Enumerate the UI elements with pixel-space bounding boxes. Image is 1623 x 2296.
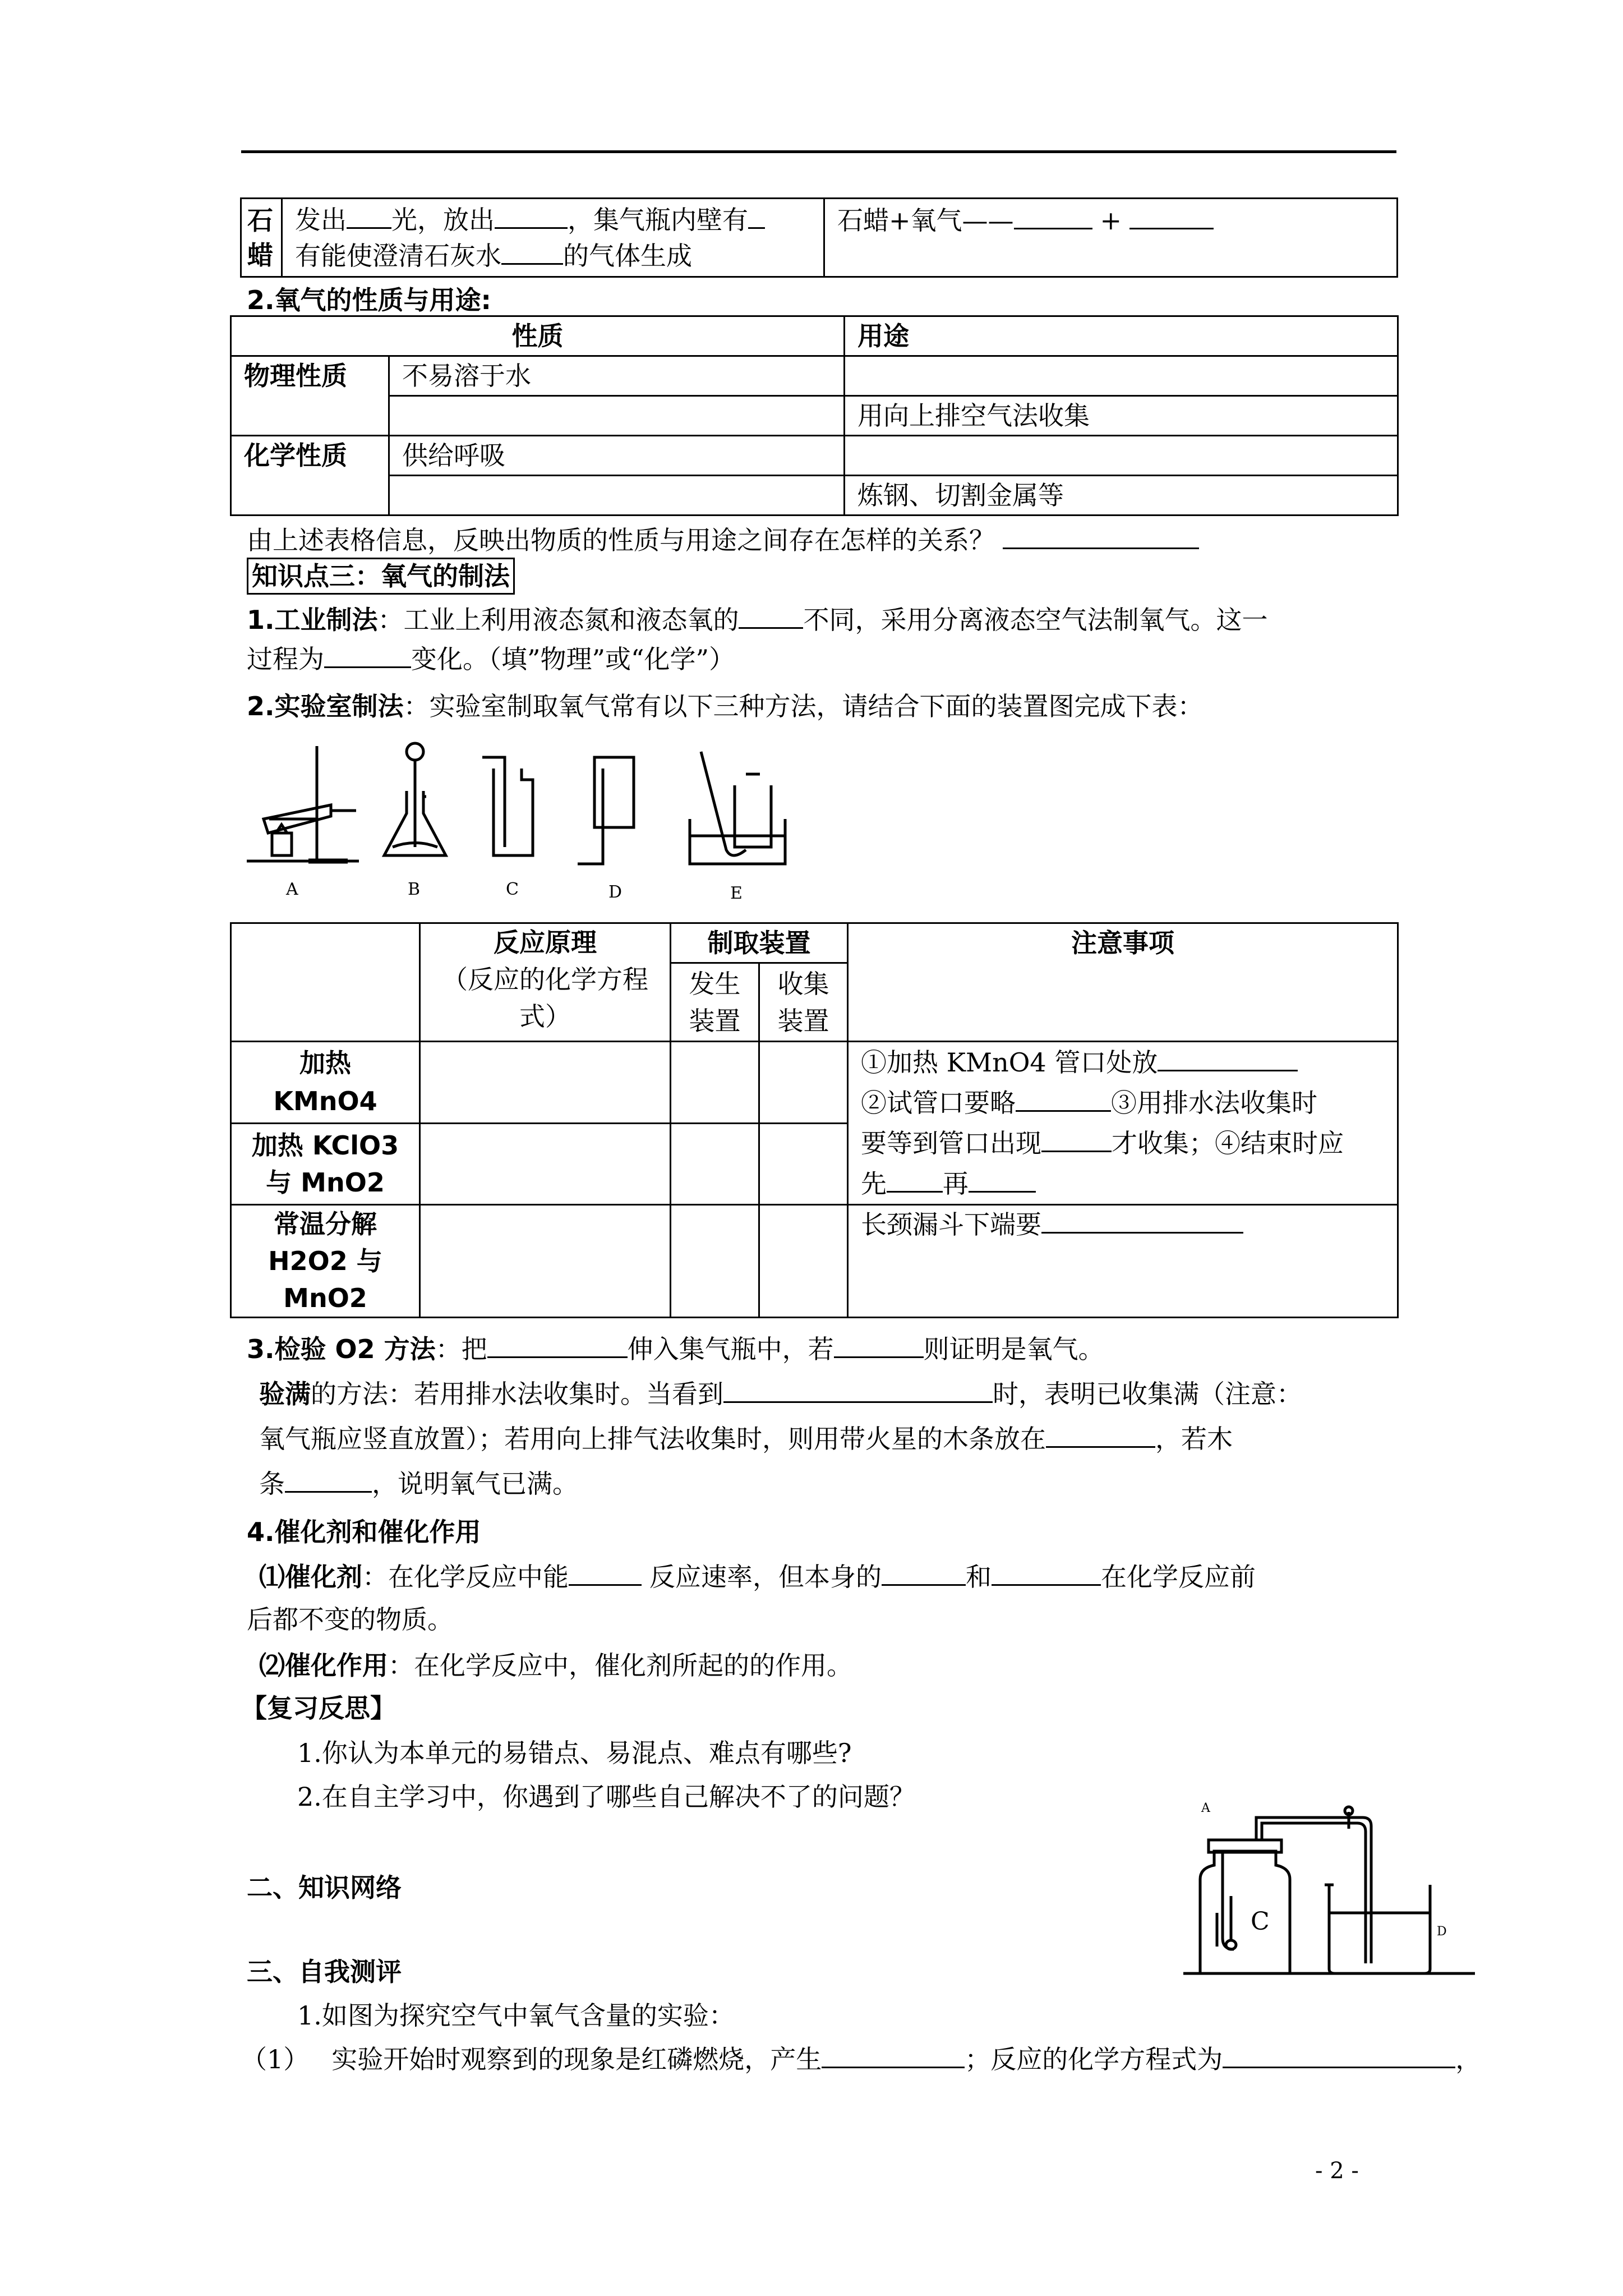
- catalyst-text-a: ：在化学反应中能: [362, 1562, 569, 1592]
- equation-text-a: 石蜡+氧气——: [837, 205, 1014, 236]
- industrial-text-a: ：工业上利用液态氮和液态氧的: [377, 605, 739, 635]
- blank[interactable]: [1041, 1209, 1243, 1234]
- catalyst-label: ⑴催化剂: [259, 1562, 362, 1592]
- row3-label-b: H2O2 与 MnO2: [268, 1246, 382, 1313]
- phen-text-2a: 有能使澄清石灰水: [295, 240, 501, 271]
- row-kmno4-collect[interactable]: [759, 1042, 848, 1124]
- catalyst-text-d: 在化学反应前: [1101, 1562, 1256, 1592]
- chemical-row1-use[interactable]: [845, 436, 1398, 476]
- full-text-d: ，若木: [1155, 1424, 1233, 1454]
- review-title: 【复习反思】: [241, 1693, 396, 1723]
- blank[interactable]: [1014, 205, 1092, 229]
- catalyst-text-c: 和: [966, 1562, 992, 1592]
- blank[interactable]: [1158, 1047, 1298, 1071]
- device-header: 制取装置: [671, 923, 848, 963]
- row2-label-a: 加热 KClO3: [251, 1130, 399, 1161]
- row-h2o2-label: [231, 1205, 420, 1318]
- page-number: - 2 -: [1315, 2158, 1359, 2184]
- test-label: 3.检验 O2 方法: [247, 1334, 436, 1364]
- blank[interactable]: [1129, 205, 1214, 229]
- row-kmno4-label: [231, 1042, 420, 1124]
- row-h2o2-collect[interactable]: [759, 1205, 848, 1318]
- lab-text: ：实验室制取氧气常有以下三种方法，请结合下面的装置图完成下表：: [403, 691, 1204, 721]
- industrial-label: 1.工业制法: [247, 605, 378, 635]
- blank[interactable]: [992, 1562, 1101, 1586]
- prep-principle-header: [420, 923, 671, 1042]
- notes-1: ①加热 KMnO4 管口处放: [861, 1047, 1158, 1078]
- blank[interactable]: [1016, 1088, 1111, 1112]
- prep-corner: [231, 923, 420, 1042]
- figure-label-d: D: [1437, 1925, 1447, 1939]
- blank[interactable]: [887, 1168, 943, 1193]
- physical-row2[interactable]: [389, 396, 845, 436]
- blank[interactable]: [834, 1334, 924, 1358]
- apparatus-label-b: B: [408, 880, 421, 899]
- paraffin-equation: [824, 199, 1398, 277]
- gen-header-text: 发生装置: [689, 968, 741, 1036]
- paraffin-phenomenon: [282, 199, 824, 277]
- sub1-text-a: 实验开始时观察到的现象是红磷燃烧，产生: [331, 2044, 822, 2074]
- blank[interactable]: [723, 1379, 993, 1403]
- blank[interactable]: [324, 644, 411, 668]
- selftest-q1: 1.如图为探究空气中氧气含量的实验：: [297, 2000, 735, 2031]
- apparatus-label-a: A: [286, 880, 298, 899]
- catalysis-label: ⑵催化作用: [259, 1650, 388, 1681]
- blank[interactable]: [969, 1168, 1036, 1193]
- blank[interactable]: [285, 1469, 372, 1493]
- industrial-text-c: 过程为: [247, 644, 324, 674]
- header-rule: [241, 150, 1396, 153]
- notes-funnel: [848, 1205, 1398, 1318]
- test-text-a: ：把: [435, 1334, 487, 1364]
- paraffin-table: [240, 197, 1398, 278]
- physical-label: 物理性质: [231, 356, 389, 436]
- selftest-title: 三、自我测评: [247, 1957, 402, 1987]
- row-kclo3-collect[interactable]: [759, 1123, 848, 1205]
- apparatus-label-e: E: [730, 884, 743, 903]
- blank[interactable]: [501, 241, 563, 265]
- section2-title: 2.氧气的性质与用途:: [247, 285, 491, 315]
- notes-5: 长颈漏斗下端要: [861, 1209, 1041, 1240]
- phen-text-2b: 的气体生成: [563, 240, 692, 271]
- notes-4b: 再: [943, 1168, 969, 1199]
- industrial-text-d: 变化。（填”物理”或“化学”）: [411, 644, 735, 674]
- properties-table: [230, 315, 1399, 516]
- blank[interactable]: [495, 205, 568, 229]
- notes-2b: ③用排水法收集时: [1111, 1088, 1317, 1118]
- row-kclo3-principle[interactable]: [420, 1123, 671, 1205]
- apparatus-figure: [241, 735, 858, 903]
- apparatus-label-d: D: [608, 882, 623, 902]
- collect-header: [759, 963, 848, 1042]
- row2-label-b: 与 MnO2: [266, 1167, 385, 1198]
- row-kmno4-gen[interactable]: [671, 1042, 759, 1124]
- blank[interactable]: [347, 205, 391, 229]
- blank[interactable]: [822, 2044, 965, 2068]
- row-h2o2-principle[interactable]: [420, 1205, 671, 1318]
- chemical-row2-use: 炼钢、切割金属等: [845, 476, 1398, 516]
- relation-question-text: 由上述表格信息，反映出物质的性质与用途之间存在怎样的关系？: [247, 525, 995, 555]
- lab-line: [247, 687, 1203, 726]
- review-q1: 1.你认为本单元的易错点、易混点、难点有哪些?: [297, 1738, 852, 1768]
- blank[interactable]: [739, 605, 803, 629]
- notes-header: 注意事项: [848, 923, 1398, 1042]
- apparatus-b: [384, 743, 446, 855]
- catalyst-line1: [259, 1557, 1256, 1596]
- notes-4a: 先: [861, 1168, 887, 1199]
- notes-3a: 要等到管口出现: [861, 1128, 1041, 1158]
- phen-text-1a: 发出: [295, 204, 347, 235]
- row1-label-text: 加热 KMnO4: [273, 1048, 377, 1117]
- catalysis-line: [259, 1646, 852, 1685]
- blank[interactable]: [487, 1334, 628, 1358]
- phen-text-1b: 光，放出: [391, 204, 495, 235]
- blank[interactable]: [569, 1562, 642, 1586]
- catalyst-text-b: 反应速率，但本身的: [649, 1562, 882, 1592]
- sub1-number: （1）: [241, 2044, 310, 2074]
- apparatus-a: [247, 746, 359, 861]
- selftest-sub1: [241, 2040, 1481, 2079]
- kp3-title: 知识点三：氧气的制法: [247, 558, 515, 595]
- blank[interactable]: [1223, 2044, 1455, 2068]
- apparatus-label-c: C: [506, 880, 519, 899]
- preparation-table: [230, 922, 1399, 1318]
- review-q2: 2.在自主学习中，你遇到了哪些自己解决不了的问题？: [297, 1782, 915, 1812]
- full-line2: [259, 1419, 1233, 1458]
- full-label: 验满: [259, 1379, 311, 1409]
- chemical-row2[interactable]: [389, 476, 845, 516]
- collect-header-text: 收集装置: [777, 968, 829, 1036]
- blank[interactable]: [1041, 1128, 1112, 1152]
- test-line1: [247, 1329, 1104, 1369]
- apparatus-e: [690, 752, 785, 864]
- blank[interactable]: [1003, 525, 1199, 549]
- chemical-label: 化学性质: [231, 436, 389, 516]
- gen-header: [671, 963, 759, 1042]
- notes-2a: ②试管口要略: [861, 1088, 1016, 1118]
- row-kclo3-gen[interactable]: [671, 1123, 759, 1205]
- test-text-c: 则证明是氧气。: [923, 1334, 1104, 1364]
- full-text-e: 条: [259, 1469, 285, 1499]
- equation-text-b: +: [1100, 205, 1122, 236]
- apparatus-c: [482, 757, 533, 855]
- full-text-b: 时，表明已收集满（注意：: [993, 1379, 1302, 1409]
- row-h2o2-gen[interactable]: [671, 1205, 759, 1318]
- apparatus-d: [578, 757, 634, 864]
- industrial-line2: [247, 639, 735, 679]
- row-kclo3-label: [231, 1123, 420, 1205]
- row-kmno4-principle[interactable]: [420, 1042, 671, 1124]
- paraffin-label-text: 石蜡: [247, 205, 273, 270]
- catalyst-line2: 后都不变的物质。: [247, 1604, 453, 1635]
- test-text-b: 伸入集气瓶中，若: [627, 1334, 834, 1364]
- figure-label-a: A: [1201, 1801, 1210, 1815]
- notes-3b: 才收集；④结束时应: [1112, 1128, 1344, 1158]
- sub1-text-c: ，: [1455, 2044, 1482, 2074]
- phen-text-1c: ，集气瓶内壁有: [568, 204, 748, 235]
- blank[interactable]: [748, 205, 765, 229]
- full-text-f: ，说明氧气已满。: [372, 1469, 578, 1499]
- paraffin-label: [241, 199, 282, 277]
- catalyst-title: 4.催化剂和催化作用: [247, 1517, 481, 1547]
- network-title: 二、知识网络: [247, 1872, 402, 1903]
- row3-label-a: 常温分解: [274, 1209, 377, 1239]
- catalysis-text: ：在化学反应中，催化剂所起的的作用。: [388, 1650, 852, 1681]
- full-line3: [259, 1464, 578, 1503]
- industrial-line1: [247, 600, 1267, 639]
- figure-label-c: C: [1251, 1907, 1270, 1936]
- blank[interactable]: [882, 1562, 966, 1586]
- physical-row2-use: 用向上排空气法收集: [845, 396, 1398, 436]
- oxygen-experiment-figure: [1178, 1795, 1481, 1980]
- col-use-header: 用途: [845, 316, 1398, 356]
- full-text-a: 的方法：若用排水法收集时。当看到: [311, 1379, 723, 1409]
- physical-row1-use[interactable]: [845, 356, 1398, 396]
- principle-title: 反应原理: [494, 927, 597, 958]
- principle-subtitle: （反应的化学方程式）: [442, 964, 648, 1032]
- full-line1: [259, 1374, 1302, 1414]
- chemical-row1: 供给呼吸: [389, 436, 845, 476]
- notes-heating: [848, 1042, 1398, 1205]
- relation-question: [247, 521, 1199, 560]
- physical-row1: 不易溶于水: [389, 356, 845, 396]
- blank[interactable]: [1046, 1424, 1155, 1448]
- sub1-text-b: ；反应的化学方程式为: [965, 2044, 1223, 2074]
- col-property-header: 性质: [231, 316, 845, 356]
- industrial-text-b: 不同，采用分离液态空气法制氧气。这一: [803, 605, 1268, 635]
- full-text-c: 氧气瓶应竖直放置）；若用向上排气法收集时，则用带火星的木条放在: [259, 1424, 1046, 1454]
- lab-label: 2.实验室制法: [247, 691, 404, 721]
